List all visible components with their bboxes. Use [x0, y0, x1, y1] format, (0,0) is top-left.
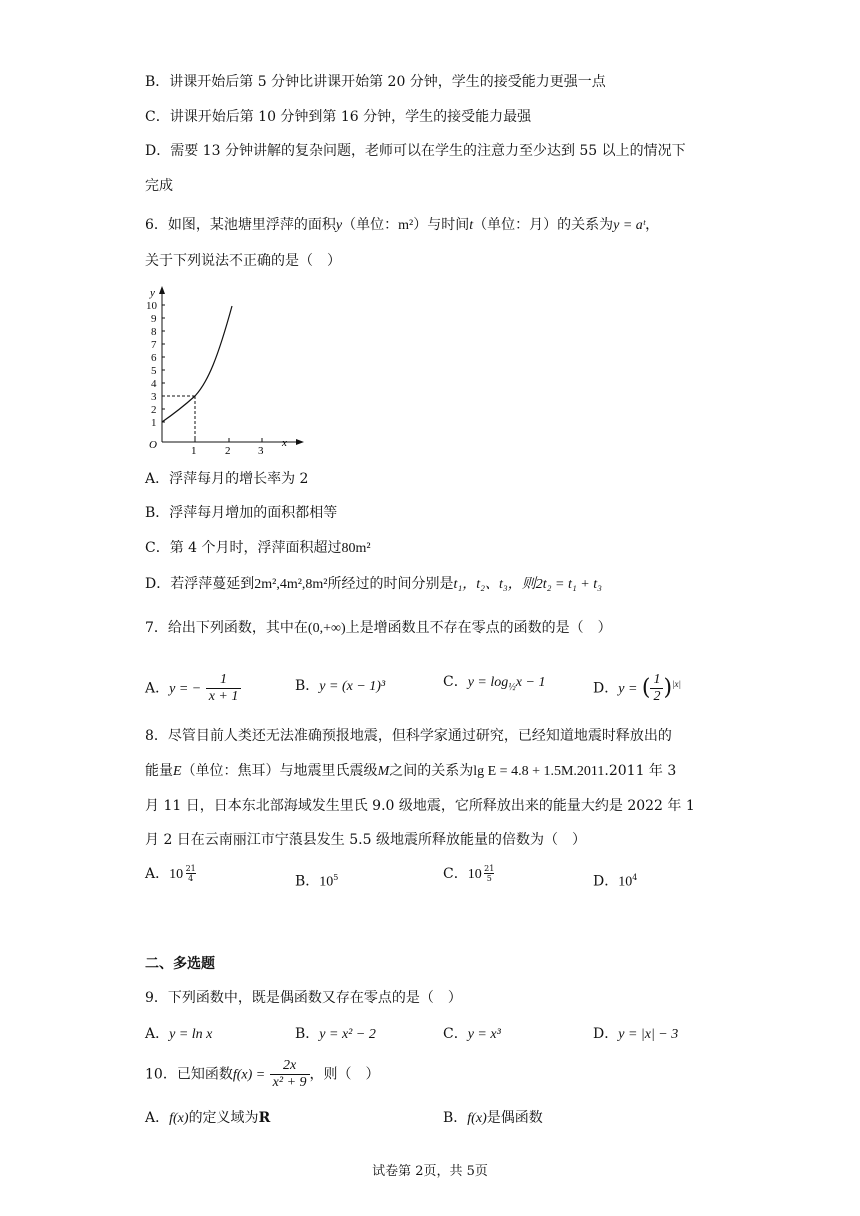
q6-option-b: B．浮萍每月增加的面积都相等 [145, 505, 338, 521]
q8-option-d: D．$10^4$ [593, 873, 638, 890]
x-tick-3: 3 [258, 445, 264, 454]
q8-line4: 月 2 日在云南丽江市宁蒗县发生 5.5 级地震所释放能量的倍数为（ ） [145, 832, 586, 848]
q10-stem: 10．已知函数f(x) = $\frac{2x}{\text{x² + 9}}$ ，则（ ） [145, 1058, 380, 1090]
y-tick-10: 10 [146, 300, 157, 312]
y-tick-2: 2 [151, 404, 157, 416]
q10-option-b: B．f(x)是偶函数 [443, 1110, 543, 1126]
page-footer: 试卷第 2页，共 5页 [372, 1164, 488, 1179]
q8-line1: 8．尽管目前人类还无法准确预报地震，但科学家通过研究，已经知道地震时释放出的 [145, 728, 672, 744]
y-tick-4: 4 [151, 378, 157, 390]
q8-option-b: B．$10^5$ [295, 873, 339, 890]
q8-line2: 能量E（单位：焦耳）与地震里氏震级M之间的关系为lg E = 4.8 + 1.5M.2011.2011 年 3 [145, 763, 677, 779]
q7-option-c: C．$y = \log_{\frac{1}{2}}x - 1$ [443, 674, 546, 693]
q7-option-d: D．y = ( $\frac{1}{2}$ )$^{|x|}$ [593, 672, 681, 704]
y-tick-1: 1 [151, 417, 157, 429]
q8-option-a: A．10 $\frac{21}{4}$ [145, 864, 196, 883]
origin-label: O [149, 439, 157, 451]
q5-option-d-line2: 完成 [145, 178, 173, 194]
y-tick-5: 5 [151, 365, 157, 377]
q9-option-a: A．y = ln x [145, 1026, 213, 1042]
q7-option-b: B．y = (x − 1)³ [295, 678, 386, 694]
q5-option-c: C．讲课开始后第 10 分钟到第 16 分钟，学生的接受能力最强 [145, 109, 532, 125]
y-ticks [146, 300, 158, 429]
y-tick-3: 3 [151, 391, 157, 403]
q9-option-c: C．y = x³ [443, 1026, 501, 1042]
q10-option-a: A．f(x)的定义域为R [145, 1110, 271, 1126]
q7-a-fraction: $\frac{1}{x + 1}$ [206, 672, 242, 705]
y-axis-arrow [159, 286, 165, 294]
section-title-multiple-choice: 二、多选题 [145, 956, 215, 972]
x-axis-label: x [282, 437, 287, 449]
q10-fraction: $\frac{2x}{\text{x² + 9}}$ [270, 1058, 310, 1091]
y-tick-6: 6 [151, 352, 157, 364]
y-axis-label: y [150, 287, 155, 299]
x-tick-1: 1 [191, 445, 197, 454]
q6-stem: 6．如图，某池塘里浮萍的面积y（单位：m²）与时间t（单位：月）的关系为y = aᵗ， [145, 217, 660, 233]
q7-stem: 7．给出下列函数，其中在(0,+∞)上是增函数且不存在零点的函数的是（ ） [145, 620, 612, 636]
q5-option-b: B．讲课开始后第 5 分钟比讲课开始第 20 分钟，学生的接受能力更强一点 [145, 74, 606, 90]
y-tick-8: 8 [151, 326, 157, 338]
y-tick-7: 7 [151, 339, 157, 351]
q9-stem: 9．下列函数中，既是偶函数又存在零点的是（ ） [145, 990, 462, 1006]
exponential-curve [162, 306, 232, 422]
q6-graph [140, 282, 310, 454]
q6-stem-line2: 关于下列说法不正确的是（ ） [145, 253, 341, 269]
q6-option-c: C．第 4 个月时，浮萍面积超过80m² [145, 540, 371, 556]
q7-d-fraction: $\frac{1}{2}$ [650, 672, 663, 705]
x-axis-arrow [296, 439, 304, 445]
y-tick-9: 9 [151, 313, 157, 325]
q9-option-b: B．y = x² − 2 [295, 1026, 376, 1042]
q6-option-d: D．若浮萍蔓延到2m²,4m²,8m²所经过的时间分别是t₁，t₂、t₃，则2t₂ = t₁ + t₃ [145, 576, 602, 592]
q9-option-d: D．y = |x| − 3 [593, 1026, 679, 1042]
q5-option-d-line1: D．需要 13 分钟讲解的复杂问题，老师可以在学生的注意力至少达到 55 以上的情况下 [145, 143, 686, 159]
q8-option-c: C．10 $\frac{21}{5}$ [443, 864, 495, 883]
q8-line3: 月 11 日，日本东北部海域发生里氏 9.0 级地震，它所释放出来的能量大约是 2022 年 1 [145, 798, 695, 814]
q6-option-a: A．浮萍每月的增长率为 2 [145, 471, 309, 487]
q7-option-a: A．y = − $\frac{1}{x + 1}$ [145, 672, 241, 705]
x-tick-2: 2 [225, 445, 231, 454]
